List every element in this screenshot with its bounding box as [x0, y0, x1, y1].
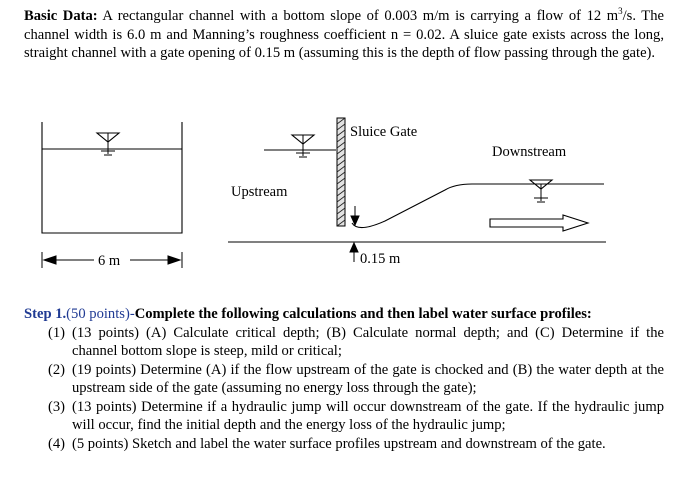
- step-1-section: [24, 305, 664, 453]
- step-1-heading: [24, 305, 664, 324]
- step-item-2-text: (19 points) Determine (A) if the flow upstream of the gate is chocked and (B) the water depth at the upstream side of the gate (assuming no energy loss through the gate);: [72, 361, 664, 396]
- step-1-title: Complete the following calculations and then label water surface profiles:: [134, 306, 592, 322]
- downstream-water-surface: [352, 184, 604, 228]
- step-item-3-text: (13 points) Determine if a hydraulic jump will occur downstream of the gate. If the hydraulic jump will occur, find the initial depth and the energy loss of the hydraulic jump;: [72, 398, 664, 433]
- gate-opening-label: 0.15 m: [360, 251, 401, 267]
- gate-opening-arrow-icon: [350, 243, 358, 262]
- width-label: 6 m: [98, 253, 121, 269]
- step-item-1-number: (1): [48, 324, 66, 341]
- cross-section-water-level-icon: [97, 133, 119, 155]
- step-1-label: Step 1.: [24, 306, 67, 322]
- step-item-4-number: (4): [48, 435, 66, 452]
- cubic-superscript: 3: [618, 6, 623, 17]
- step-item-2-number: (2): [48, 361, 66, 378]
- upstream-water-level-icon: [292, 135, 314, 157]
- gate-flow-arrow-icon: [351, 206, 359, 225]
- basic-data-label: Basic Data:: [24, 8, 98, 24]
- step-1-points: (50 points)-: [66, 306, 135, 322]
- step-item-4-text: (5 points) Sketch and label the water surface profiles upstream and downstream of the gate.: [72, 435, 606, 452]
- step-item-4: [24, 435, 664, 454]
- step-1-items: [24, 324, 664, 454]
- basic-data-text-1: A rectangular channel with a bottom slope of 0.003 m/m is carrying a flow of 12 m: [97, 8, 619, 24]
- sluice-gate: [337, 118, 345, 226]
- step-item-1: [24, 324, 664, 361]
- channel-cross-section: [42, 122, 182, 268]
- step-item-3: [24, 398, 664, 435]
- downstream-label: Downstream: [492, 144, 567, 160]
- sluice-gate-label: Sluice Gate: [350, 124, 418, 140]
- flow-direction-arrow-icon: [490, 215, 588, 231]
- upstream-label: Upstream: [231, 184, 288, 200]
- step-item-3-number: (3): [48, 398, 66, 415]
- basic-data-text-2: /s. The channel width is 6.0 m and Manning’s roughness coefficient n = 0.02. A sluice gate exists across the long, straight channel with a gate opening of 0.15 m (assuming this is the depth of flow passing through the gate).: [24, 8, 664, 61]
- downstream-water-level-icon: [530, 180, 552, 202]
- step-item-1-text: (13 points) (A) Calculate critical depth; (B) Calculate normal depth; and (C) Determine if the channel bottom slope is steep, mild or critical;: [72, 324, 664, 359]
- step-item-2: [24, 361, 664, 398]
